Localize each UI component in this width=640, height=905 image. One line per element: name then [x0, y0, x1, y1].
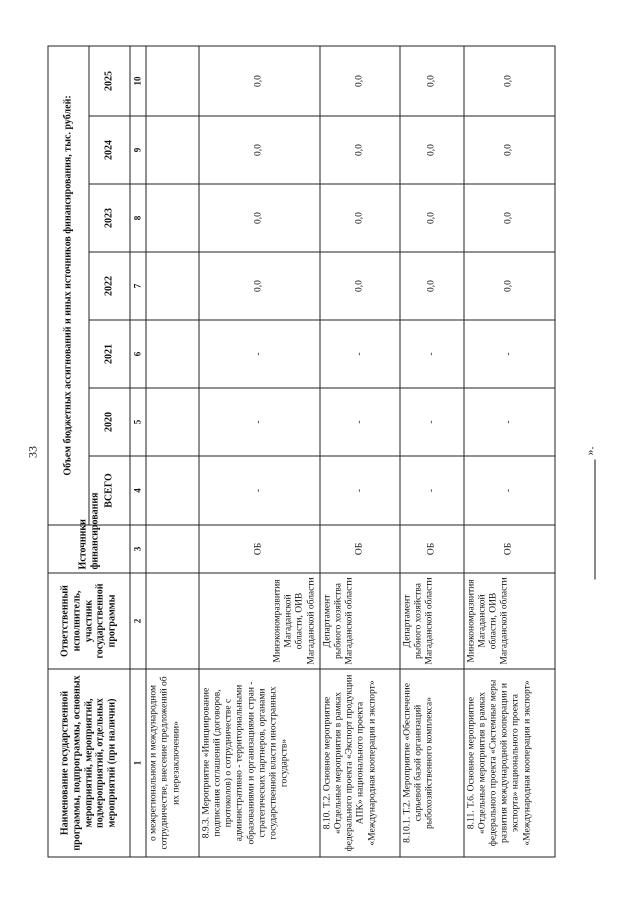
- column-number: 6: [130, 320, 146, 388]
- row-name: о межрегиональном и международном сотрудничестве, внесение предложений об их перезаключении»: [146, 669, 199, 857]
- row-name: 8.11. Т.6. Основное мероприятие «Отдельные мероприятия в рамках федерального проекта «Системные меры развития международной кооперации и экспорта» национального проекта «Международная кооперация и экспорт»: [464, 669, 555, 857]
- column-number: 7: [130, 252, 146, 320]
- row-value: [146, 456, 199, 525]
- row-name: 8.10.1. Т.2. Мероприятие «Обеспечение сырьевой базой организаций рыбохозяйственного комплекса»: [400, 669, 464, 857]
- row-value: [146, 184, 199, 252]
- closing-underline: [595, 460, 596, 580]
- column-number: 2: [130, 573, 146, 669]
- row-value: -: [464, 320, 555, 388]
- header-year-2024: 2024: [89, 116, 130, 184]
- row-value: -: [320, 388, 400, 456]
- closing-mark: ».: [582, 446, 597, 456]
- rotated-page: [26, 25, 616, 880]
- row-value: 0,0: [320, 116, 400, 184]
- row-value: 0,0: [320, 46, 400, 116]
- row-name: 8.9.3. Мероприятие «Инициирование подписания соглашений (договоров, протоколов) о сотрудничестве с административно - территориальными образованиями и организациями стран - стратегических партнеров, органами государственной власти иностранных государств»: [199, 669, 320, 857]
- header-year-2023: 2023: [89, 184, 130, 252]
- row-value: 0,0: [199, 116, 320, 184]
- row-executor: Департамент рыбного хозяйства Магаданской области: [320, 573, 400, 669]
- row-value: -: [400, 320, 464, 388]
- row-value: 0,0: [464, 252, 555, 320]
- table-row: [464, 46, 555, 857]
- row-value: 0,0: [199, 252, 320, 320]
- header-year-2025: 2025: [89, 46, 130, 116]
- row-value: -: [400, 456, 464, 525]
- row-value: 0,0: [464, 184, 555, 252]
- header-name: Наименование государственной программы, подпрограммы, основных мероприятий, мероприятий, подмероприятий, отдельных мероприятий (при наличии): [48, 669, 130, 857]
- row-value: 0,0: [199, 184, 320, 252]
- table-row: [146, 46, 199, 857]
- row-value: 0,0: [320, 184, 400, 252]
- column-number: 1: [130, 669, 146, 857]
- row-value: -: [400, 388, 464, 456]
- row-value: 0,0: [400, 46, 464, 116]
- column-number: 8: [130, 184, 146, 252]
- funding-table: [48, 45, 556, 857]
- row-value: -: [464, 388, 555, 456]
- row-value: [146, 46, 199, 116]
- column-number: 3: [130, 525, 146, 573]
- row-value: 0,0: [400, 184, 464, 252]
- row-executor: Департамент рыбного хозяйства Магаданской области: [400, 573, 464, 669]
- table-row: [320, 46, 400, 857]
- row-value: [146, 388, 199, 456]
- row-value: 0,0: [400, 252, 464, 320]
- header-year-2022: 2022: [89, 252, 130, 320]
- header-funding: Объем бюджетных ассигнований и иных источников финансирования, тыс. рублей:: [48, 46, 89, 525]
- row-value: [146, 320, 199, 388]
- column-number: 10: [130, 46, 146, 116]
- row-value: [146, 116, 199, 184]
- row-value: 0,0: [464, 116, 555, 184]
- column-number: 4: [130, 456, 146, 525]
- table-row: [400, 46, 464, 857]
- row-source: [146, 525, 199, 573]
- column-number: 5: [130, 388, 146, 456]
- row-source: ОБ: [400, 525, 464, 573]
- column-number: 9: [130, 116, 146, 184]
- row-source: ОБ: [199, 525, 320, 573]
- row-value: 0,0: [464, 46, 555, 116]
- row-executor: Минэкономразвития Магаданской области, ОИВ Магаданской области: [464, 573, 555, 669]
- row-value: -: [464, 456, 555, 525]
- row-value: -: [320, 456, 400, 525]
- row-executor: [146, 573, 199, 669]
- row-value: 0,0: [199, 46, 320, 116]
- row-executor: Минэкономразвития Магаданской области, ОИВ Магаданской области: [199, 573, 320, 669]
- row-value: -: [199, 320, 320, 388]
- row-value: [146, 252, 199, 320]
- row-value: -: [199, 456, 320, 525]
- row-value: -: [199, 388, 320, 456]
- header-executor: Ответственный исполнитель, участник государственной программы: [48, 573, 130, 669]
- row-source: ОБ: [320, 525, 400, 573]
- row-value: -: [320, 320, 400, 388]
- header-year-2021: 2021: [89, 320, 130, 388]
- row-source: ОБ: [464, 525, 555, 573]
- page-number: 33: [25, 446, 40, 458]
- table-row: [199, 46, 320, 857]
- closing-quote: [583, 430, 597, 580]
- row-value: 0,0: [320, 252, 400, 320]
- row-value: 0,0: [400, 116, 464, 184]
- header-year-total: ВСЕГО: [89, 456, 130, 525]
- row-name: 8.10. Т.2. Основное мероприятие «Отдельные мероприятия в рамках федерального проекта «Экспорт продукции АПК» национального проекта «Международная кооперация и экспорт»: [320, 669, 400, 857]
- header-year-2020: 2020: [89, 388, 130, 456]
- header-source: Источники финансирования: [48, 525, 130, 573]
